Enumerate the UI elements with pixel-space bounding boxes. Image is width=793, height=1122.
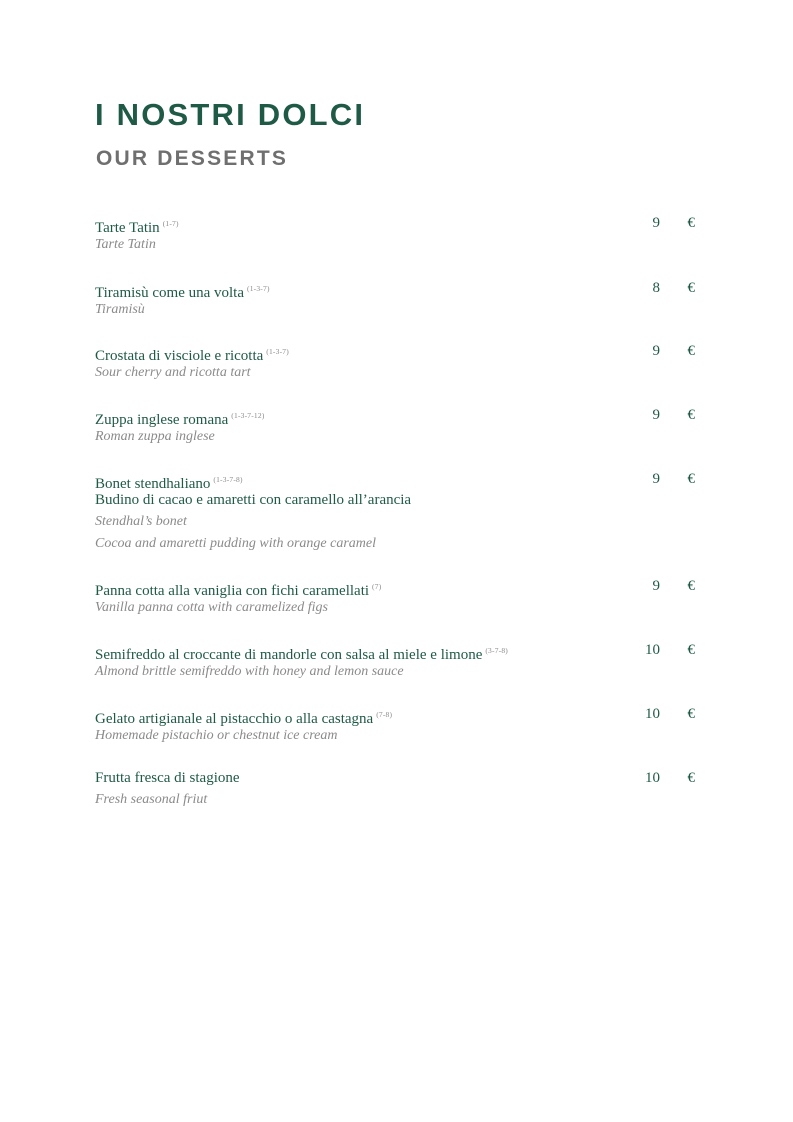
currency-symbol: € <box>687 407 695 423</box>
menu-item-name-line <box>95 469 705 490</box>
menu-item-english-name: Stendhal’s bonet <box>95 514 187 529</box>
page-subtitle: OUR DESSERTS <box>96 147 289 170</box>
menu-item-english-name: Tarte Tatin <box>95 237 156 252</box>
menu-item-name-line <box>95 405 705 426</box>
menu-item-description: Budino di cacao e amaretti con caramello all’arancia <box>95 492 412 508</box>
menu-item-price: 10 <box>645 706 660 722</box>
menu-item-allergens: (1-3-7) <box>266 347 289 356</box>
menu-item <box>95 768 705 811</box>
menu-item-allergens: (3-7-8) <box>485 646 508 655</box>
menu-item-name: Gelato artigianale al pistacchio o alla castagna <box>95 711 374 727</box>
currency-symbol: € <box>687 578 695 594</box>
menu-item-price: 8 <box>652 280 660 296</box>
currency-symbol: € <box>687 343 695 359</box>
menu-item-english-name: Sour cherry and ricotta tart <box>95 365 251 380</box>
currency-symbol: € <box>687 280 695 296</box>
menu-item-name-line <box>95 640 705 661</box>
menu-item-allergens: (7) <box>372 582 382 591</box>
page-title: I NOSTRI DOLCI <box>95 97 366 132</box>
menu-item-english-name: Homemade pistachio or chestnut ice cream <box>95 728 338 743</box>
menu-item-price: 9 <box>652 471 660 487</box>
menu-item-price: 9 <box>652 578 660 594</box>
menu-item-name: Bonet stendhaliano <box>95 476 211 492</box>
menu-item-name-line <box>95 278 705 299</box>
menu-item-allergens: (1-3-7-12) <box>231 411 265 420</box>
menu-item-name-line <box>95 213 705 234</box>
menu-item <box>95 213 705 256</box>
menu-item-english-name: Vanilla panna cotta with caramelized figs <box>95 600 328 615</box>
menu-item-english-name: Roman zuppa inglese <box>95 429 215 444</box>
currency-symbol: € <box>687 770 695 786</box>
menu-item-name: Panna cotta alla vaniglia con fichi caramellati <box>95 583 370 599</box>
menu-item <box>95 341 705 384</box>
currency-symbol: € <box>687 642 695 658</box>
menu-item-name-line <box>95 704 705 725</box>
menu-item-allergens: (1-3-7) <box>247 284 270 293</box>
menu-item-english-name: Almond brittle semifreddo with honey and lemon sauce <box>95 664 404 679</box>
menu-item-price: 9 <box>652 343 660 359</box>
menu-item <box>95 469 705 555</box>
menu-item-price: 10 <box>645 770 660 786</box>
currency-symbol: € <box>687 471 695 487</box>
menu-item-name: Crostata di visciole e ricotta <box>95 348 264 364</box>
menu-item-name: Semifreddo al croccante di mandorle con salsa al miele e limone <box>95 647 483 663</box>
menu-item-price: 10 <box>645 642 660 658</box>
menu-item-name-line <box>95 576 705 597</box>
menu-item-name: Tiramisù come una volta <box>95 285 245 301</box>
menu-item-name: Zuppa inglese romana <box>95 412 229 428</box>
menu-item-price: 9 <box>652 215 660 231</box>
menu-item <box>95 405 705 448</box>
menu-item <box>95 576 705 619</box>
menu-item-name-line <box>95 768 705 789</box>
menu-item-allergens: (1-3-7-8) <box>213 475 243 484</box>
menu-item <box>95 704 705 747</box>
menu-item <box>95 278 705 321</box>
menu-item <box>95 640 705 683</box>
menu-item-name-line <box>95 341 705 362</box>
menu-item-english-name: Tiramisù <box>95 302 145 317</box>
menu-item-name: Tarte Tatin <box>95 220 160 236</box>
menu-item-english-description: Cocoa and amaretti pudding with orange caramel <box>95 536 377 551</box>
menu-item-allergens: (1-7) <box>162 219 179 228</box>
menu-item-english-name: Fresh seasonal friut <box>95 792 208 807</box>
currency-symbol: € <box>687 215 695 231</box>
menu-item-price: 9 <box>652 407 660 423</box>
currency-symbol: € <box>687 706 695 722</box>
menu-item-allergens: (7-8) <box>376 710 393 719</box>
menu-item-name: Frutta fresca di stagione <box>95 770 240 786</box>
